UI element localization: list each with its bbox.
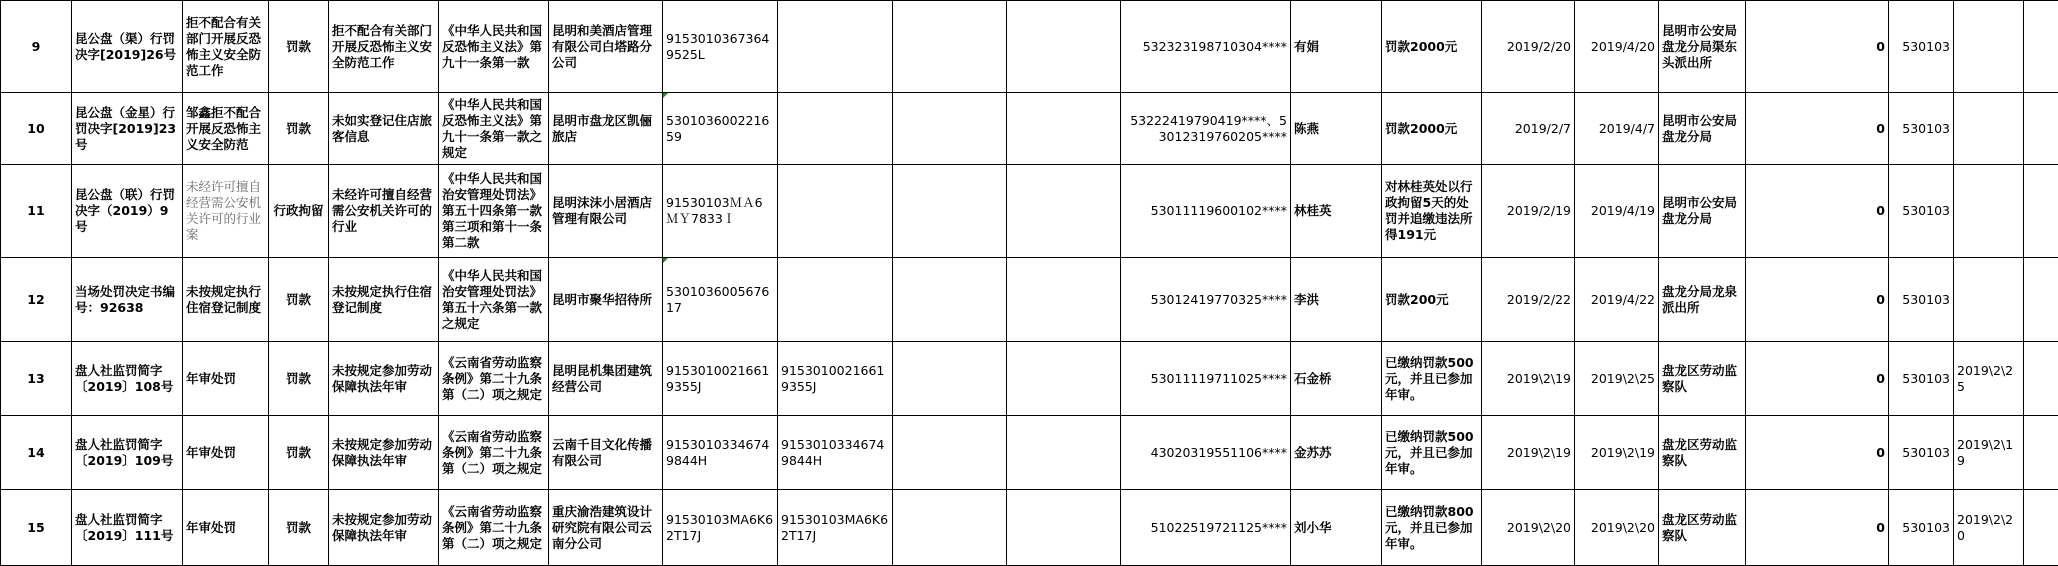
cell-doc: 盘人社监罚简字〔2019〕109号 (72, 416, 183, 490)
cell-type: 罚款 (269, 1, 329, 93)
cell-result: 已缴纳罚款500元，并且已参加年审。 (1382, 416, 1482, 490)
cell-v10 (893, 1, 1007, 93)
cell-v11 (1007, 1, 1121, 93)
cell-doc: 当场处罚决定书编号：92638 (72, 258, 183, 342)
cell-date1: 2019/2/19 (1482, 165, 1575, 258)
cell-id: 51022519721125**** (1121, 490, 1291, 566)
cell-case: 未经许可擅自经营需公安机关许可的行业案 (183, 165, 269, 258)
cell-no: 10 (1, 93, 72, 165)
cell-date2: 2019/4/7 (1575, 93, 1659, 165)
cell-zero: 0 (1746, 490, 1889, 566)
cell-date2: 2019/4/19 (1575, 165, 1659, 258)
cell-date1: 2019/2/7 (1482, 93, 1575, 165)
cell-blank (2024, 165, 2058, 258)
cell-v10 (893, 93, 1007, 165)
cell-type: 罚款 (269, 416, 329, 490)
cell-basis: 未经许可擅自经营需公安机关许可的行业 (329, 165, 439, 258)
cell-no: 13 (1, 342, 72, 416)
cell-date1: 2019\2\19 (1482, 342, 1575, 416)
cell-blank (2024, 1, 2058, 93)
cell-extra (1954, 165, 2024, 258)
cell-zero: 0 (1746, 342, 1889, 416)
cell-blank (2024, 258, 2058, 342)
cell-date1: 2019\2\20 (1482, 490, 1575, 566)
cell-type: 罚款 (269, 342, 329, 416)
cell-date2: 2019/4/20 (1575, 1, 1659, 93)
cell-date2: 2019/4/22 (1575, 258, 1659, 342)
table-row (1, 416, 2058, 490)
cell-result: 已缴纳罚款500元，并且已参加年审。 (1382, 342, 1482, 416)
cell-code2: 91530103346749844H (778, 416, 893, 490)
cell-doc: 昆公盘（金星）行罚决字[2019]23号 (72, 93, 183, 165)
cell-zero: 0 (1746, 1, 1889, 93)
cell-dept: 昆明市公安局盘龙分局 (1659, 165, 1746, 258)
cell-zero: 0 (1746, 165, 1889, 258)
cell-code1: 91530103MA6K62T17J (663, 490, 778, 566)
cell-v11 (1007, 165, 1121, 258)
cell-code1: 91530103ＭＡ6ＭＹ7833Ｉ (663, 165, 778, 258)
cell-code2 (778, 165, 893, 258)
cell-area: 530103 (1889, 490, 1954, 566)
cell-party: 昆明昆机集团建筑经营公司 (549, 342, 663, 416)
cell-id: 53012419770325**** (1121, 258, 1291, 342)
cell-result: 已缴纳罚款800元，并且已参加年审。 (1382, 490, 1482, 566)
table-row (1, 342, 2058, 416)
cell-case: 未按规定执行住宿登记制度 (183, 258, 269, 342)
cell-extra (1954, 258, 2024, 342)
cell-type: 行政拘留 (269, 165, 329, 258)
cell-result: 罚款2000元 (1382, 93, 1482, 165)
cell-id: 53222419790419****、53012319760205**** (1121, 93, 1291, 165)
cell-code1: 91530103346749844H (663, 416, 778, 490)
cell-area: 530103 (1889, 258, 1954, 342)
cell-person: 石金桥 (1291, 342, 1382, 416)
cell-law: 《中华人民共和国治安管理处罚法》第五十六条第一款之规定 (439, 258, 549, 342)
cell-code1: 530103600567617 (663, 258, 778, 342)
cell-result: 罚款2000元 (1382, 1, 1482, 93)
cell-person: 刘小华 (1291, 490, 1382, 566)
cell-result: 罚款200元 (1382, 258, 1482, 342)
cell-code1: 91530100216619355J (663, 342, 778, 416)
cell-area: 530103 (1889, 416, 1954, 490)
cell-date1: 2019/2/20 (1482, 1, 1575, 93)
cell-party: 昆明沫沫小居酒店管理有限公司 (549, 165, 663, 258)
cell-basis: 未按规定参加劳动保障执法年审 (329, 416, 439, 490)
cell-law: 《云南省劳动监察条例》第二十九条第（二）项之规定 (439, 490, 549, 566)
cell-dept: 盘龙分局龙泉派出所 (1659, 258, 1746, 342)
cell-id: 532323198710304**** (1121, 1, 1291, 93)
cell-area: 530103 (1889, 342, 1954, 416)
cell-zero: 0 (1746, 416, 1889, 490)
cell-area: 530103 (1889, 1, 1954, 93)
cell-type: 罚款 (269, 490, 329, 566)
cell-zero: 0 (1746, 93, 1889, 165)
cell-person: 林桂英 (1291, 165, 1382, 258)
cell-v11 (1007, 93, 1121, 165)
cell-id: 53011119711025**** (1121, 342, 1291, 416)
cell-doc: 盘人社监罚简字〔2019〕108号 (72, 342, 183, 416)
cell-v11 (1007, 490, 1121, 566)
cell-code2 (778, 93, 893, 165)
cell-basis: 未按规定执行住宿登记制度 (329, 258, 439, 342)
cell-extra (1954, 93, 2024, 165)
cell-no: 12 (1, 258, 72, 342)
cell-extra: 2019\2\25 (1954, 342, 2024, 416)
cell-law: 《中华人民共和国治安管理处罚法》第五十四条第一款第三项和第十一条第二款 (439, 165, 549, 258)
cell-doc: 昆公盘（联）行罚决字（2019）9号 (72, 165, 183, 258)
cell-doc: 盘人社监罚简字〔2019〕111号 (72, 490, 183, 566)
table-row (1, 490, 2058, 566)
table-row (1, 93, 2058, 165)
cell-extra: 2019\2\19 (1954, 416, 2024, 490)
cell-blank (2024, 93, 2058, 165)
cell-doc: 昆公盘（渠）行罚决字[2019]26号 (72, 1, 183, 93)
cell-date1: 2019\2\19 (1482, 416, 1575, 490)
cell-v10 (893, 165, 1007, 258)
cell-code1: 530103600221659 (663, 93, 778, 165)
cell-blank (2024, 416, 2058, 490)
cell-no: 15 (1, 490, 72, 566)
cell-dept: 昆明市公安局盘龙分局 (1659, 93, 1746, 165)
cell-case: 邹鑫拒不配合开展反恐怖主义安全防范 (183, 93, 269, 165)
cell-date2: 2019\2\19 (1575, 416, 1659, 490)
cell-no: 14 (1, 416, 72, 490)
cell-basis: 未如实登记住店旅客信息 (329, 93, 439, 165)
cell-code2: 91530100216619355J (778, 342, 893, 416)
cell-result: 对林桂英处以行政拘留5天的处罚并追缴违法所得191元 (1382, 165, 1482, 258)
table-row (1, 1, 2058, 93)
cell-blank (2024, 342, 2058, 416)
cell-law: 《云南省劳动监察条例》第二十九条第（二）项之规定 (439, 416, 549, 490)
cell-no: 11 (1, 165, 72, 258)
cell-area: 530103 (1889, 165, 1954, 258)
cell-party: 重庆渝浩建筑设计研究院有限公司云南分公司 (549, 490, 663, 566)
cell-v10 (893, 490, 1007, 566)
cell-code2 (778, 258, 893, 342)
cell-id: 53011119600102**** (1121, 165, 1291, 258)
cell-basis: 未按规定参加劳动保障执法年审 (329, 490, 439, 566)
cell-dept: 盘龙区劳动监察队 (1659, 416, 1746, 490)
cell-blank (2024, 490, 2058, 566)
cell-person: 有娟 (1291, 1, 1382, 93)
cell-date2: 2019\2\25 (1575, 342, 1659, 416)
table-row (1, 165, 2058, 258)
cell-type: 罚款 (269, 258, 329, 342)
cell-person: 陈燕 (1291, 93, 1382, 165)
cell-no: 9 (1, 1, 72, 93)
cell-party: 昆明市盘龙区凯俪旅店 (549, 93, 663, 165)
cell-v11 (1007, 258, 1121, 342)
cell-law: 《中华人民共和国反恐怖主义法》第九十一条第一款之规定 (439, 93, 549, 165)
cell-v10 (893, 342, 1007, 416)
cell-v10 (893, 258, 1007, 342)
cell-party: 昆明和美酒店管理有限公司白塔路分公司 (549, 1, 663, 93)
cell-person: 李洪 (1291, 258, 1382, 342)
cell-date2: 2019\2\20 (1575, 490, 1659, 566)
cell-dept: 盘龙区劳动监察队 (1659, 342, 1746, 416)
cell-code2 (778, 1, 893, 93)
cell-dept: 盘龙区劳动监察队 (1659, 490, 1746, 566)
cell-case: 拒不配合有关部门开展反恐怖主义安全防范工作 (183, 1, 269, 93)
cell-dept: 昆明市公安局盘龙分局渠东头派出所 (1659, 1, 1746, 93)
cell-case: 年审处罚 (183, 342, 269, 416)
cell-type: 罚款 (269, 93, 329, 165)
cell-law: 《云南省劳动监察条例》第二十九条第（二）项之规定 (439, 342, 549, 416)
cell-case: 年审处罚 (183, 416, 269, 490)
cell-party: 云南千目文化传播有限公司 (549, 416, 663, 490)
cell-case: 年审处罚 (183, 490, 269, 566)
cell-basis: 拒不配合有关部门开展反恐怖主义安全防范工作 (329, 1, 439, 93)
cell-area: 530103 (1889, 93, 1954, 165)
cell-extra: 2019\2\20 (1954, 490, 2024, 566)
cell-zero: 0 (1746, 258, 1889, 342)
cell-v11 (1007, 342, 1121, 416)
cell-v11 (1007, 416, 1121, 490)
cell-v10 (893, 416, 1007, 490)
cell-extra (1954, 1, 2024, 93)
cell-person: 金苏苏 (1291, 416, 1382, 490)
cell-code2: 91530103MA6K62T17J (778, 490, 893, 566)
cell-party: 昆明市聚华招待所 (549, 258, 663, 342)
cell-id: 43020319551106**** (1121, 416, 1291, 490)
cell-date1: 2019/2/22 (1482, 258, 1575, 342)
cell-code1: 91530103673649525L (663, 1, 778, 93)
cell-basis: 未按规定参加劳动保障执法年审 (329, 342, 439, 416)
table-row (1, 258, 2058, 342)
cell-law: 《中华人民共和国反恐怖主义法》第九十一条第一款 (439, 1, 549, 93)
